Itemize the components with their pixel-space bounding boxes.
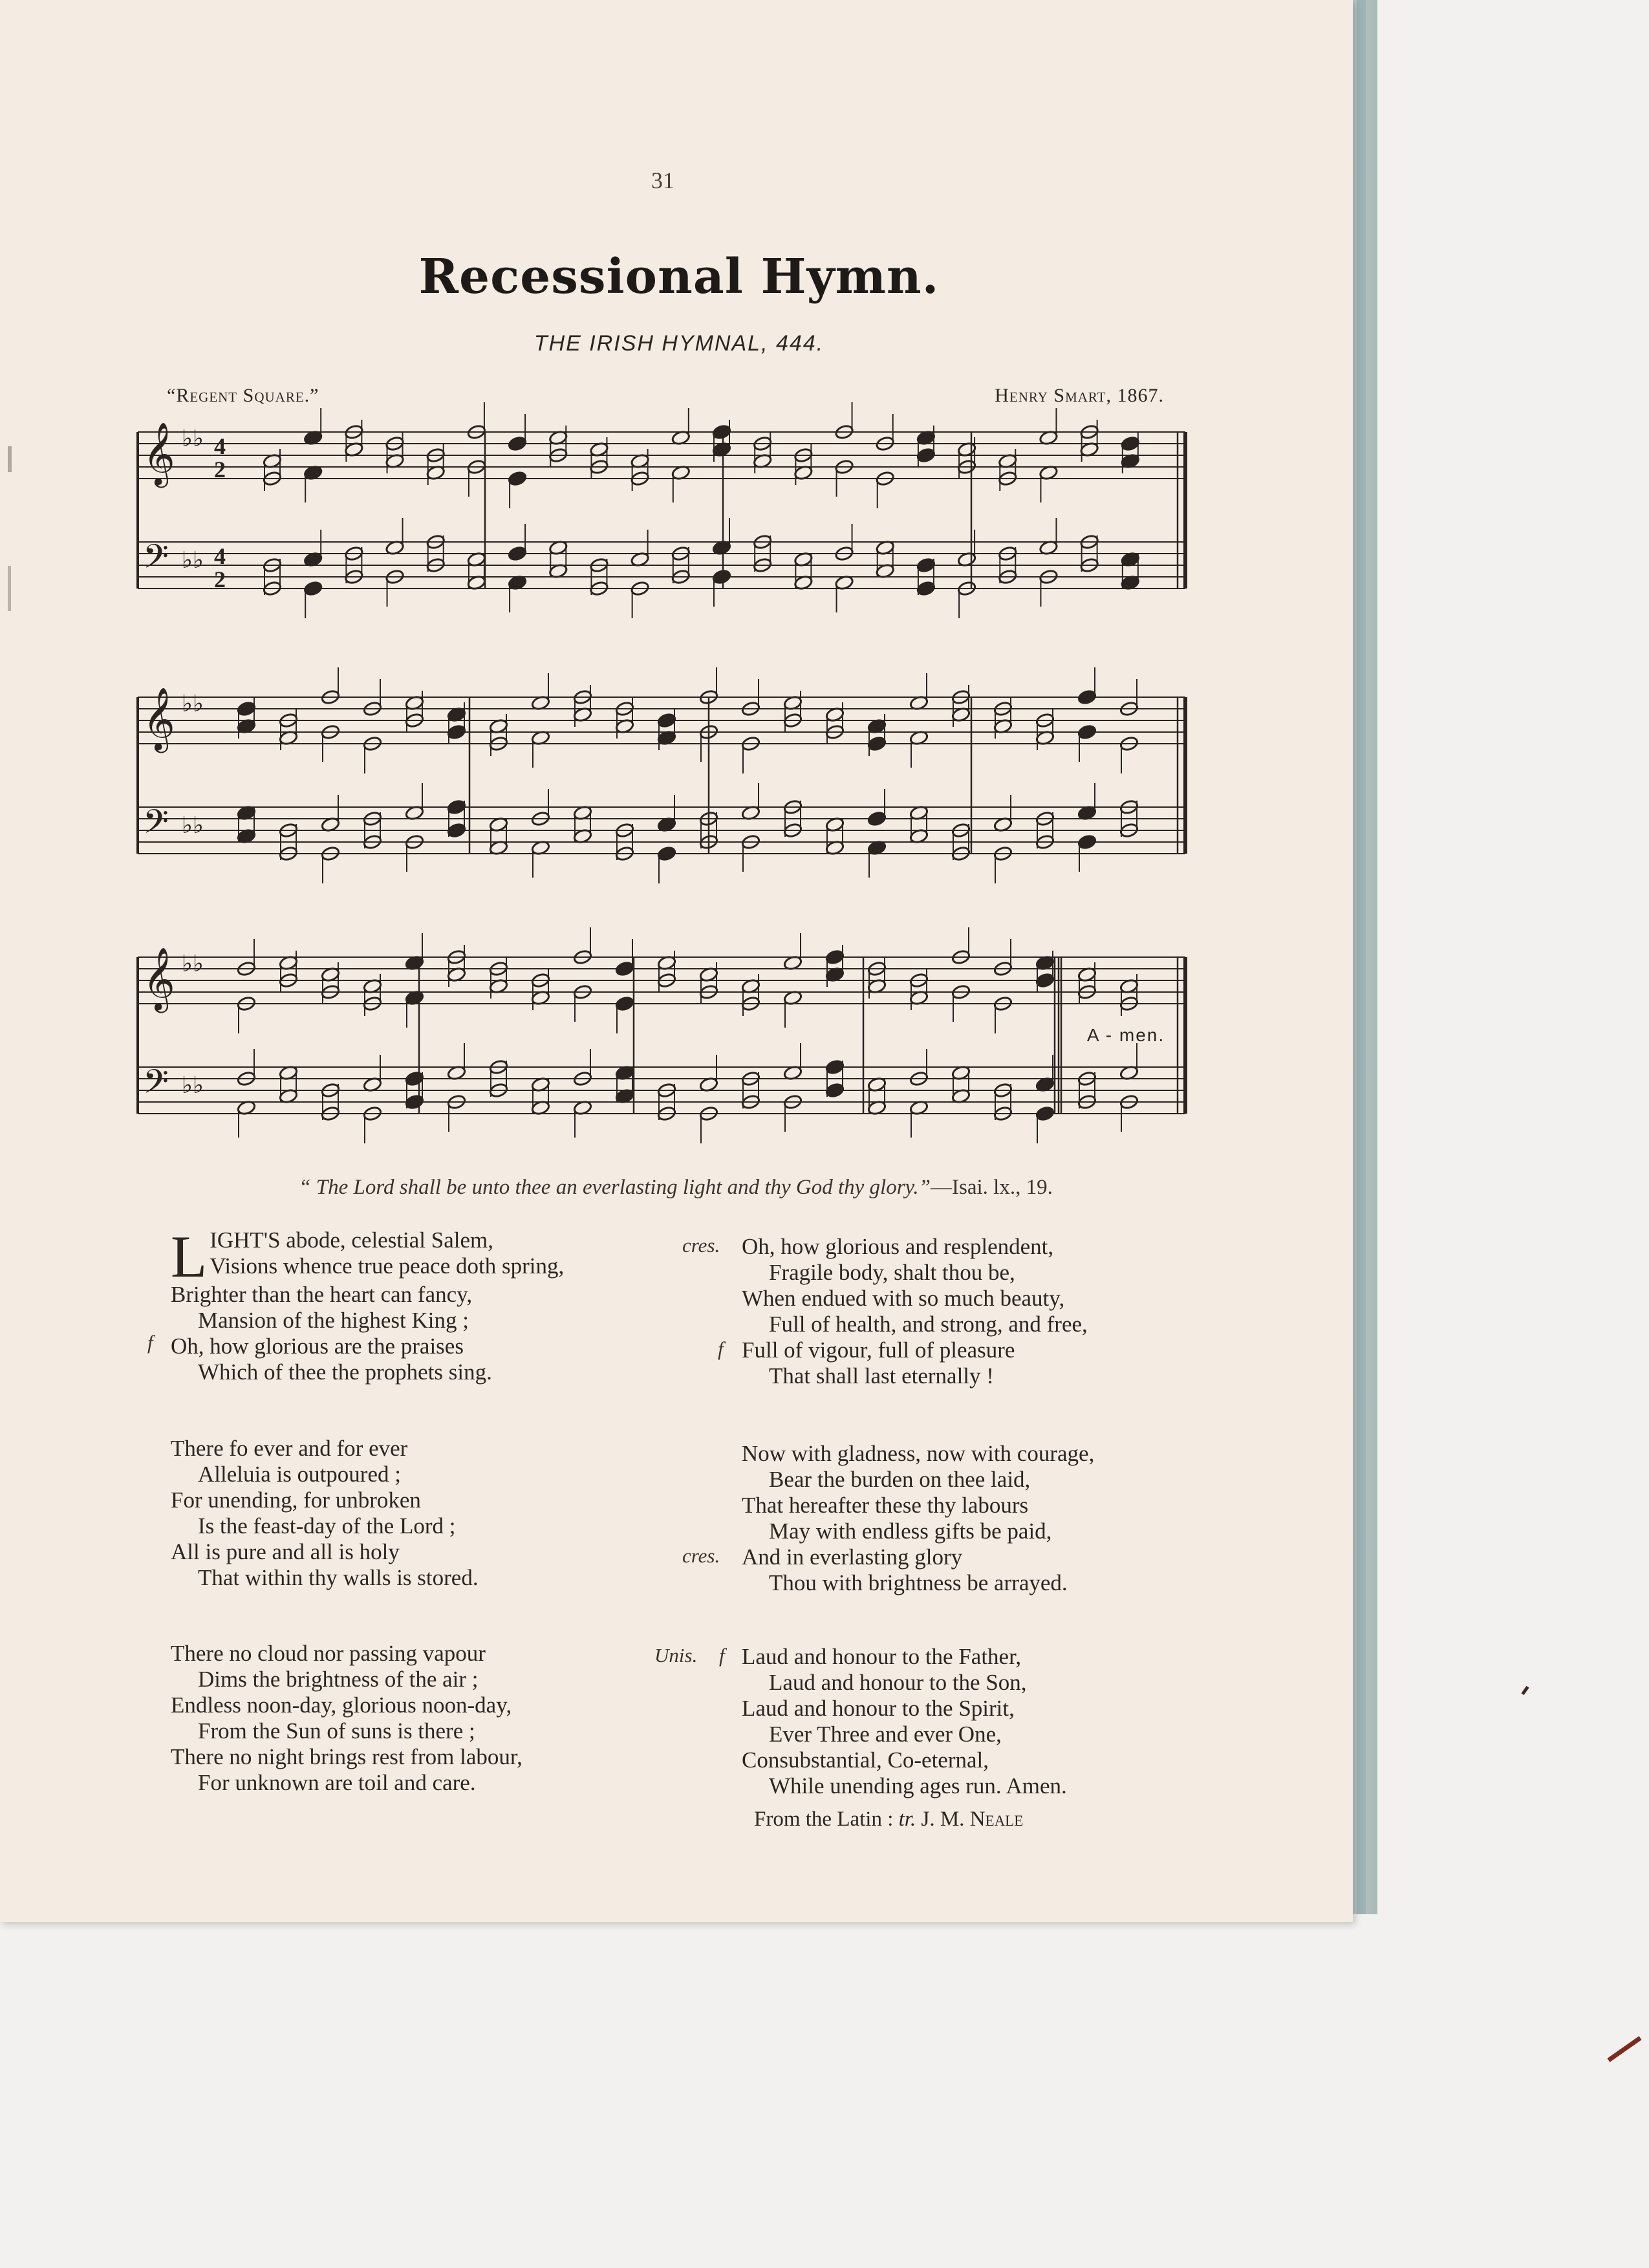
- key-flat-icon: ♭♭: [182, 951, 204, 977]
- scripture-reference: —Isai. lx., 19.: [931, 1176, 1053, 1199]
- time-signature: 4: [214, 433, 226, 459]
- note-head: [447, 799, 466, 815]
- key-flat-icon: ♭♭: [182, 812, 204, 839]
- page-stain: [8, 566, 11, 611]
- verse-1: [171, 1224, 565, 1385]
- key-flat-icon: ♭♭: [182, 547, 204, 574]
- note-head: [303, 581, 323, 597]
- tune-name: “Regent Square.”: [167, 385, 319, 406]
- page-stain: [8, 446, 12, 472]
- hymnal-reference: THE IRISH HYMNAL, 444.: [534, 331, 824, 356]
- treble-clef-icon: 𝄞: [143, 687, 175, 750]
- verse-4: [742, 1234, 1088, 1389]
- dynamic-marking: f: [147, 1331, 153, 1354]
- verse-line: For unknown are toil and care.: [198, 1770, 476, 1795]
- note-head: [916, 581, 936, 597]
- verse-line: Which of thee the prophets sing.: [198, 1359, 492, 1385]
- note-head: [825, 1083, 845, 1099]
- verse-line: Oh, how glorious and resplendent,: [742, 1234, 1054, 1259]
- time-signature: 2: [214, 457, 226, 482]
- bass-clef-icon: 𝄢: [143, 1062, 169, 1109]
- verse-line: From the Sun of suns is there ;: [198, 1718, 475, 1744]
- dynamic-marking: f: [719, 1644, 725, 1667]
- note-head: [447, 724, 466, 740]
- drop-cap: L: [171, 1224, 208, 1290]
- note-head: [1035, 1106, 1055, 1122]
- verse-line: Full of health, and strong, and free,: [769, 1312, 1088, 1337]
- note-head: [405, 1071, 424, 1087]
- amen-label: A - men.: [1086, 1025, 1165, 1045]
- credit-tr: tr.: [898, 1808, 916, 1831]
- note-head: [712, 569, 731, 585]
- verse-line: That within thy walls is stored.: [198, 1565, 479, 1590]
- dynamic-marking: cres.: [682, 1234, 720, 1257]
- note-head: [825, 1059, 845, 1075]
- note-head: [237, 701, 256, 717]
- note-head: [712, 424, 731, 440]
- verse-line: Is the feast-day of the Lord ;: [198, 1513, 456, 1539]
- verse-line: All is pure and all is holy: [171, 1539, 400, 1564]
- bass-clef-icon: 𝄢: [143, 802, 169, 849]
- verse-line: IGHT'S abode, celestial Salem,: [210, 1227, 494, 1253]
- note-head: [657, 713, 676, 729]
- hymn-title: Recessional Hymn.: [418, 249, 940, 305]
- note-head: [657, 846, 676, 862]
- verse-5: [742, 1441, 1094, 1596]
- key-flat-icon: ♭♭: [182, 1072, 204, 1099]
- verse-line: Ever Three and ever One,: [769, 1722, 1002, 1747]
- verse-line: And in everlasting glory: [742, 1544, 963, 1570]
- credit-surname: Neale: [969, 1808, 1024, 1831]
- verse-line: Alleluia is outpoured ;: [198, 1462, 401, 1487]
- verse-line: While unending ages run. Amen.: [769, 1773, 1067, 1798]
- verse-line: Brighter than the heart can fancy,: [171, 1282, 473, 1307]
- verse-line: For unending, for unbroken: [171, 1487, 421, 1513]
- verse-6: [742, 1644, 1067, 1799]
- note-head: [615, 961, 634, 977]
- cover-sheet-shadow: [1357, 0, 1366, 1914]
- note-head: [508, 471, 527, 487]
- note-head: [1077, 724, 1097, 740]
- note-head: [1121, 436, 1140, 452]
- bass-clef-icon: 𝄢: [143, 537, 169, 584]
- verse-line: That shall last eternally !: [769, 1363, 994, 1388]
- verse-line: Visions whence true peace doth spring,: [210, 1253, 565, 1279]
- verse-line: Dims the brightness of the air ;: [198, 1667, 479, 1692]
- verse-line: Laud and honour to the Son,: [769, 1670, 1027, 1695]
- music-score: [0, 0, 1353, 1164]
- verse-line: When endued with so much beauty,: [742, 1286, 1065, 1311]
- verse-line: Now with gladness, now with courage,: [742, 1441, 1095, 1466]
- verse-3: [171, 1641, 523, 1796]
- note-head: [508, 436, 527, 452]
- verse-line: Fragile body, shalt thou be,: [769, 1260, 1015, 1285]
- dynamic-marking: f: [718, 1337, 724, 1360]
- verse-line: There no night brings rest from labour,: [171, 1744, 523, 1769]
- note-head: [916, 557, 936, 574]
- composer-credit: Henry Smart, 1867.: [995, 385, 1164, 406]
- note-head: [916, 448, 936, 464]
- verse-line: Thou with brightness be arrayed.: [769, 1570, 1068, 1595]
- scripture-quote: [188, 1176, 1164, 1200]
- page-number: 31: [651, 167, 674, 193]
- verse-line: May with endless gifts be paid,: [769, 1518, 1052, 1544]
- note-head: [1077, 689, 1097, 706]
- note-head: [867, 811, 887, 827]
- time-signature: 2: [214, 567, 226, 592]
- note-head: [1035, 973, 1055, 989]
- verse-line: Full of vigour, full of pleasure: [742, 1337, 1015, 1363]
- verse-line: There no cloud nor passing vapour: [171, 1641, 486, 1666]
- dynamic-marking: Unis.: [654, 1644, 698, 1667]
- note-head: [447, 823, 466, 839]
- note-head: [867, 736, 887, 752]
- credit-prefix: From the Latin :: [754, 1808, 899, 1831]
- verse-line: There fo ever and for ever: [171, 1436, 408, 1461]
- note-head: [1077, 834, 1097, 850]
- translation-credit: [754, 1808, 1023, 1831]
- verse-2: [171, 1436, 479, 1591]
- verse-line: Laud and honour to the Spirit,: [742, 1696, 1015, 1721]
- verse-line: Bear the burden on thee laid,: [769, 1467, 1031, 1492]
- note-head: [825, 949, 845, 966]
- key-flat-icon: ♭♭: [182, 426, 204, 452]
- verse-line: That hereafter these thy labours: [742, 1493, 1029, 1518]
- verse-line: Laud and honour to the Father,: [742, 1644, 1022, 1669]
- verse-line: Oh, how glorious are the praises: [171, 1334, 464, 1359]
- treble-clef-icon: 𝄞: [143, 947, 175, 1010]
- scripture-text: “ The Lord shall be unto thee an everlasting light and thy God thy glory.”: [299, 1176, 931, 1199]
- credit-initials: J. M.: [916, 1808, 970, 1831]
- note-head: [508, 546, 527, 562]
- treble-clef-icon: 𝄞: [143, 422, 175, 485]
- key-flat-icon: ♭♭: [182, 691, 204, 717]
- note-head: [405, 1094, 424, 1110]
- verse-line: Mansion of the highest King ;: [198, 1308, 469, 1333]
- time-signature: 4: [214, 543, 226, 569]
- verse-line: Consubstantial, Co-eternal,: [742, 1747, 989, 1773]
- dynamic-marking: cres.: [682, 1544, 720, 1567]
- note-head: [615, 996, 634, 1012]
- verse-line: Endless noon-day, glorious noon-day,: [171, 1692, 512, 1718]
